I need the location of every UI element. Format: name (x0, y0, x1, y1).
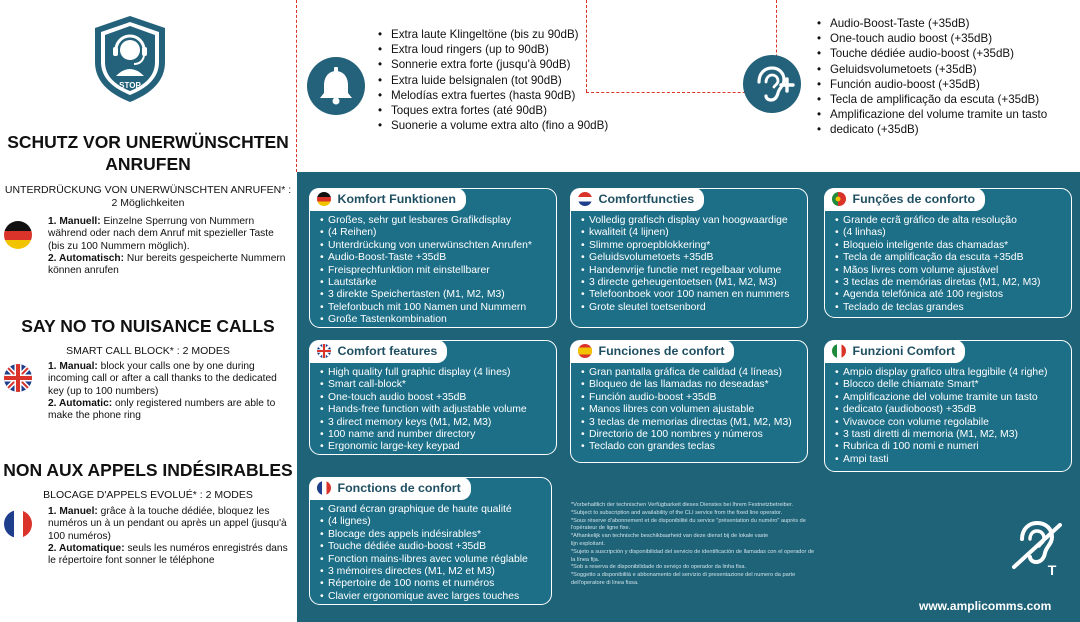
card-italian (824, 340, 1072, 472)
card-item: • Smart call-block* (320, 379, 550, 391)
card-item: • Clavier ergonomique avec larges touches (320, 591, 545, 603)
boost-item: • Amplificazione del volume tramite un tasto (817, 107, 1047, 122)
footnote-line: *Subject to subscription and availability of the CLI service from the fixed line operator. (571, 509, 783, 516)
card-item: • Große Tastenkombination (320, 314, 550, 326)
card-french-list (320, 504, 545, 603)
card-item: • 3 mémoires directes (M1, M2 et M3) (320, 566, 545, 578)
footnote-line: *Sous réserve d'abonnement et de disponibilité du service "présentation du numéro" auprès de (571, 517, 806, 524)
card-item: • Ampio display grafico ultra leggibile (4 righe) (835, 367, 1065, 379)
card-german (309, 188, 557, 328)
card-item: • Slimme oproepblokkering* (581, 240, 801, 252)
section-fr-mode1-text: grâce à la touche dédiée, bloquez les numéros un à un pendant ou après un appel (jusqu'à 100 numéros) (48, 506, 287, 542)
card-french (309, 477, 552, 605)
spanish-flag-icon (578, 344, 592, 358)
section-de-mode2-label: 2. Automatisch: (48, 252, 125, 264)
footnote-line: *Vorbehaltlich der technischen Verfügbarkeit dieses Dienstes bei Ihrem Festnetzbetreiber. (571, 502, 794, 508)
ringer-item: • Extra luide belsignalen (tot 90dB) (378, 73, 608, 88)
section-en-mode1-label: 1. Manual: (48, 361, 98, 372)
ear-boost-circle (743, 55, 801, 113)
section-en-mode1-text: block your calls one by one during incoming call or after a call thanks to the dedicated key (up to 100 numbers) (48, 361, 277, 397)
section-de-title-line2: ANRUFEN (105, 154, 191, 174)
footnote-line: *Afhankelijk van technische beschikbaarheid van deze dienst bij de lokale vaste (571, 533, 769, 540)
uk-flag-icon (4, 364, 32, 392)
boost-item: • Audio-Boost-Taste (+35dB) (817, 16, 1047, 31)
card-item: • Grand écran graphique de haute qualité (320, 504, 545, 516)
ringer-item: • Melodías extra fuertes (hasta 90dB) (378, 88, 608, 103)
portuguese-flag-icon (832, 192, 846, 206)
card-item: • Bloqueio inteligente das chamadas* (835, 240, 1065, 252)
card-dutch-title: Comfortfuncties (598, 192, 695, 206)
ear-plus-icon (743, 55, 801, 113)
section-de-subtitle-line1: UNTERDRÜCKUNG VON UNERWÜNSCHTEN ANRUFEN* : (4, 184, 292, 196)
card-item: • 3 teclas de memorias directas (M1, M2, M3) (581, 417, 801, 429)
bell-icon (307, 57, 365, 115)
card-german-header (309, 188, 466, 211)
card-item: • 3 teclas de memórias diretas (M1, M2, M3) (835, 277, 1065, 289)
card-item-continued: • (4 Reihen) (320, 227, 550, 239)
french-flag-icon (4, 510, 32, 538)
card-english-title: Comfort features (337, 344, 438, 358)
card-item: • Amplificazione del volume tramite un tasto (835, 392, 1065, 404)
hearing-loop-icon (1008, 517, 1068, 581)
boost-feature-list (817, 16, 1047, 138)
section-en-modes (48, 361, 288, 422)
card-item: • 3 tasti diretti di memoria (M1, M2, M3) (835, 429, 1065, 441)
section-en-mode2-text: only registered numbers are able to make the phone ring (48, 397, 276, 422)
ringer-item: • Sonnerie extra forte (jusqu'à 90dB) (378, 57, 608, 72)
boost-item: • Touche dédiée audio-boost (+35dB) (817, 46, 1047, 61)
card-item: • Agenda telefónica até 100 registos (835, 289, 1065, 301)
card-german-title: Komfort Funktionen (337, 192, 456, 206)
card-item: • 3 direct memory keys (M1, M2, M3) (320, 417, 550, 429)
italian-flag-icon (832, 344, 846, 358)
section-de-mode1-label: 1. Manuell: (48, 216, 101, 227)
section-en-subtitle: SMART CALL BLOCK* : 2 MODES (66, 345, 230, 357)
section-de-title-line1: SCHUTZ VOR UNERWÜNSCHTEN (7, 132, 289, 152)
card-item: • High quality full graphic display (4 lines) (320, 367, 550, 379)
card-item-continued: • dedicato (audioboost) +35dB (835, 404, 1065, 416)
card-item: • Freisprechfunktion mit einstellbarer (320, 265, 550, 277)
card-item: • Blocage des appels indésirables* (320, 529, 545, 541)
section-fr-modes (48, 506, 288, 567)
card-portuguese-list (835, 215, 1065, 314)
section-fr-mode2-text: seuls les numéros enregistrés dans le répertoire font sonner le téléphone (48, 542, 288, 567)
ringer-item: • Toques extra fortes (até 90dB) (378, 103, 608, 118)
card-item: • 3 directe geheugentoetsen (M1, M2, M3) (581, 277, 801, 289)
card-item: • 3 direkte Speichertasten (M1, M2, M3) (320, 289, 550, 301)
card-item: • Bloqueo de las llamadas no deseadas* (581, 379, 801, 391)
card-italian-list (835, 367, 1065, 466)
card-item: • Großes, sehr gut lesbares Grafikdisplay (320, 215, 550, 227)
footnote-line: *Soggetto a disponibilità e abbonamento del servizio di presentazione del numero da parte (571, 572, 796, 579)
card-item: • Audio-Boost-Taste +35dB (320, 252, 550, 264)
card-item: • Répertoire de 100 noms et numéros (320, 578, 545, 590)
card-item: • Grande ecrã gráfico de alta resolução (835, 215, 1065, 227)
card-item: • Blocco delle chiamate Smart* (835, 379, 1065, 391)
card-item: • Touche dédiée audio-boost +35dB (320, 541, 545, 553)
german-flag-icon (317, 192, 331, 206)
card-item: • Función audio-boost +35dB (581, 392, 801, 404)
card-spanish-header (570, 340, 735, 363)
footnote-line: dell'operatore di linea fissa. (571, 579, 639, 586)
card-item: • Telefonbuch mit 100 Namen und Nummern (320, 302, 550, 314)
card-item: • Directorio de 100 nombres y números (581, 429, 801, 441)
card-italian-title: Funzioni Comfort (852, 344, 956, 358)
card-item: • One-touch audio boost +35dB (320, 392, 550, 404)
boost-item: • One-touch audio boost (+35dB) (817, 31, 1047, 46)
shield-stop-label: STOP (119, 81, 141, 90)
footnote-line: *Sujeto a suscripción y disponibilidad del servicio de identificación de llamadas con el operador de (571, 548, 815, 555)
card-item: • Telefoonboek voor 100 namen en nummers (581, 289, 801, 301)
card-italian-header (824, 340, 966, 363)
card-german-list (320, 215, 550, 327)
section-de-title (0, 131, 296, 175)
section-de-subtitle-line2: 2 Möglichkeiten (111, 197, 185, 209)
boost-item: • Geluidsvolumetoets (+35dB) (817, 62, 1047, 77)
card-item: • 100 name and number directory (320, 429, 550, 441)
card-dutch-list (581, 215, 801, 314)
uk-flag-icon (317, 344, 331, 358)
boost-item-continued: • dedicato (+35dB) (817, 122, 1047, 137)
card-item: • Ampi tasti (835, 454, 1065, 466)
ringer-item: • Suonerie a volume extra alto (fino a 90dB) (378, 118, 608, 133)
card-item: • Teclado de teclas grandes (835, 302, 1065, 314)
boost-item: • Función audio-boost (+35dB) (817, 77, 1047, 92)
card-french-header (309, 477, 471, 500)
website-link[interactable]: www.amplicomms.com (919, 599, 1052, 613)
section-en-title: SAY NO TO NUISANCE CALLS (21, 316, 275, 336)
card-portuguese-header (824, 188, 986, 211)
ringer-feature-list (378, 27, 608, 133)
card-item: • Fonction mains-libres avec volume réglable (320, 554, 545, 566)
footnote-line: lijn exploitant. (571, 540, 605, 547)
footnotes (571, 502, 871, 588)
card-portuguese (824, 188, 1072, 318)
comfort-features-panel (297, 172, 1080, 622)
section-de-mode2-text: Nur bereits gespeicherte Nummern können anrufen (48, 252, 286, 277)
footnote-line: l'opérateur de ligne fixe. (571, 525, 631, 532)
dutch-flag-icon (578, 192, 592, 206)
card-dutch (570, 188, 808, 328)
card-item-continued: • Lautstärke (320, 277, 550, 289)
card-item: • Volledig grafisch display van hoogwaardige (581, 215, 801, 227)
section-fr-title: NON AUX APPELS INDÉSIRABLES (3, 460, 293, 480)
card-item: • Handenvrije functie met regelbaar volume (581, 265, 801, 277)
nuisance-call-column (0, 0, 296, 622)
german-flag-icon (4, 221, 32, 249)
card-item: • Grote sleutel toetsenbord (581, 302, 801, 314)
card-item: • Geluidsvolumetoets +35dB (581, 252, 801, 264)
card-french-title: Fonctions de confort (337, 481, 461, 495)
card-item-continued: • (4 linhas) (835, 227, 1065, 239)
card-english-list (320, 367, 550, 454)
french-flag-icon (317, 481, 331, 495)
footnote-line: *Sob a reserva de disponibilidade do serviço do operador da linha fixa. (571, 564, 747, 571)
card-item: • Manos libres con volumen ajustable (581, 404, 801, 416)
card-item: • Gran pantalla gráfica de calidad (4 líneas) (581, 367, 801, 379)
boost-item: • Tecla de amplificação da escuta (+35dB) (817, 92, 1047, 107)
card-spanish-title: Funciones de confort (598, 344, 725, 358)
section-en-mode2-label: 2. Automatic: (48, 397, 113, 409)
card-dutch-header (570, 188, 705, 211)
card-spanish-list (581, 367, 801, 454)
card-portuguese-title: Funções de conforto (852, 192, 976, 206)
call-block-shield-icon (92, 14, 168, 104)
section-de-modes (48, 216, 288, 277)
section-fr-mode2-label: 2. Automatique: (48, 542, 125, 554)
section-fr-mode1-label: 1. Manuel: (48, 506, 98, 517)
card-item-continued: • kwaliteit (4 lijnen) (581, 227, 801, 239)
card-english-header (309, 340, 448, 363)
section-fr-subtitle: BLOCAGE D'APPELS EVOLUÉ* : 2 MODES (43, 489, 253, 501)
card-item-continued: • (4 lignes) (320, 516, 545, 528)
card-item: • Hands-free function with adjustable volume (320, 404, 550, 416)
card-item: • Tecla de amplificação da escuta +35dB (835, 252, 1065, 264)
ringer-item: • Extra laute Klingeltöne (bis zu 90dB) (378, 27, 608, 42)
bell-circle (307, 57, 365, 115)
card-item: • Vivavoce con volume regolabile (835, 417, 1065, 429)
card-english (309, 340, 557, 455)
card-item: • Unterdrückung von unerwünschten Anrufen* (320, 240, 550, 252)
card-item: • Mãos livres com volume ajustável (835, 265, 1065, 277)
section-de-mode1-text: Einzelne Sperrung von Nummern während oder nach dem Anruf mit spezieller Taste (bis zu 100 Nummern möglich). (48, 216, 274, 252)
card-item: • Ergonomic large-key keypad (320, 441, 550, 453)
svg-text:T: T (1047, 562, 1057, 578)
card-spanish (570, 340, 808, 463)
section-de-subtitle (0, 184, 296, 210)
card-item: • Rubrica di 100 nomi e numeri (835, 441, 1065, 453)
divider-left (296, 0, 297, 172)
footnote-line: la línea fija. (571, 556, 600, 563)
ringer-item: • Extra loud ringers (up to 90dB) (378, 42, 608, 57)
card-item: • Teclado con grandes teclas (581, 441, 801, 453)
